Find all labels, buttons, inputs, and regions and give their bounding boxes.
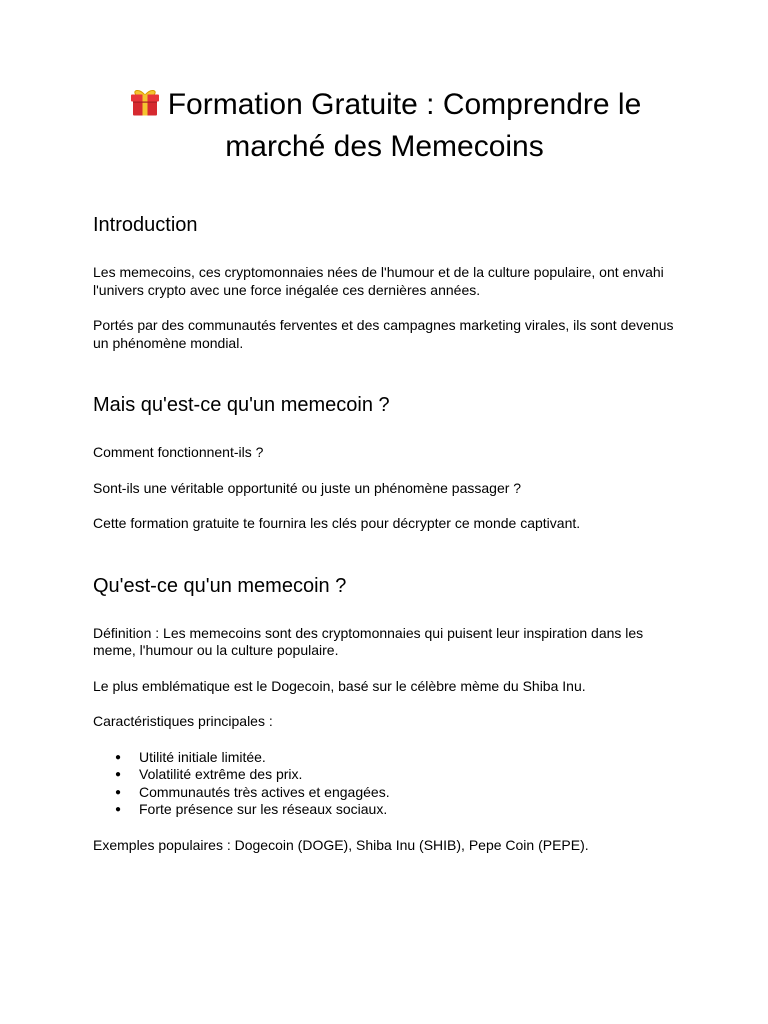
title-line-1: Formation Gratuite : Comprendre le [167,88,642,121]
title-line-2: marché des Memecoins [225,130,544,163]
features-label: Caractéristiques principales : [93,713,273,729]
list-item: ● Volatilité extrême des prix. [139,766,676,784]
section-heading-what-is: Mais qu'est-ce qu'un memecoin ? [93,394,390,416]
document-title [93,0,676,168]
features-list [93,749,676,819]
definition-paragraph: Définition : Les memecoins sont des cryptomonnaies qui puisent leur inspiration dans les meme, l'humour ou la culture populaire. [93,624,644,658]
section-heading-introduction: Introduction [93,214,198,236]
list-item: ● Communautés très actives et engagées. [139,784,676,802]
examples-paragraph: Exemples populaires : Dogecoin (DOGE), Shiba Inu (SHIB), Pepe Coin (PEPE). [93,836,589,853]
list-item: ● Forte présence sur les réseaux sociaux. [139,801,676,819]
what-is-paragraph-2: Sont-ils une véritable opportunité ou juste un phénomène passager ? [93,479,522,496]
list-item: ● Utilité initiale limitée. [139,749,676,767]
intro-paragraph-2: Portés par des communautés ferventes et des campagnes marketing virales, ils sont devenus un phénomène mondial. [93,317,674,351]
section-heading-definition: Qu'est-ce qu'un memecoin ? [93,574,347,597]
what-is-paragraph-1: Comment fonctionnent-ils ? [93,444,264,460]
gift-icon [128,84,162,118]
emblematic-paragraph: Le plus emblématique est le Dogecoin, basé sur le célèbre mème du Shiba Inu. [93,677,586,694]
intro-paragraph-1: Les memecoins, ces cryptomonnaies nées de l'humour et de la culture populaire, ont envahi l'univers crypto avec une force inégalée ces dernières années. [93,264,664,298]
what-is-paragraph-3: Cette formation gratuite te fournira les clés pour décrypter ce monde captivant. [93,515,581,531]
